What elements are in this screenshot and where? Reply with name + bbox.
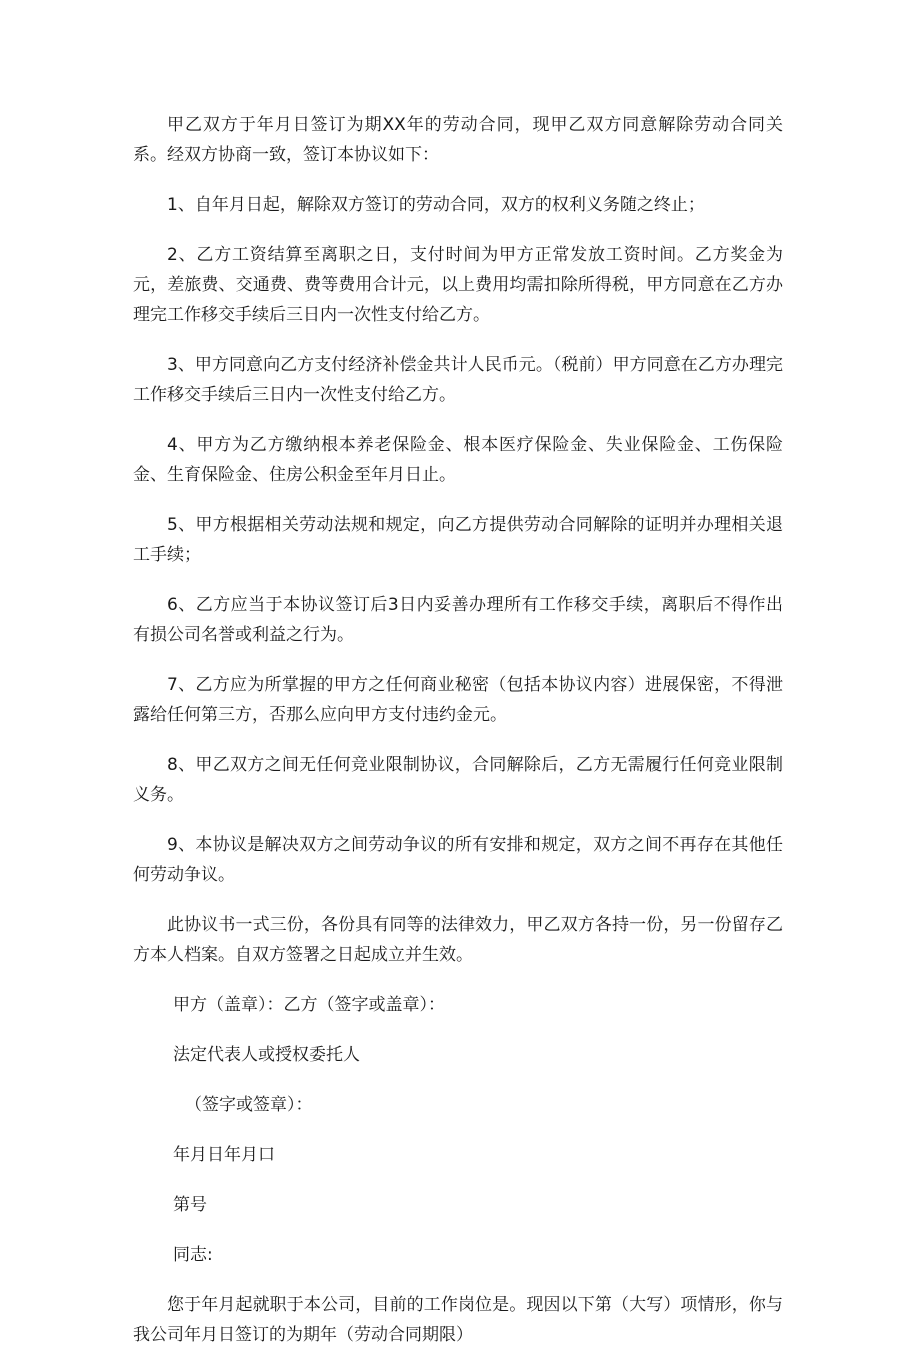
clause-3: 3、甲方同意向乙方支付经济补偿金共计人民币元。（税前）甲方同意在乙方办理完工作移交手续后三日内一次性支付给乙方。 bbox=[133, 355, 783, 405]
signature-note: （签字或签章）： bbox=[185, 1095, 313, 1115]
document-body bbox=[133, 110, 783, 1358]
notice-number: 第号 bbox=[173, 1195, 207, 1215]
clause-9: 9、本协议是解决双方之间劳动争议的所有安排和规定，双方之间不再存在其他任何劳动争议。 bbox=[133, 835, 783, 885]
clause-8: 8、甲乙双方之间无任何竞业限制协议，合同解除后，乙方无需履行任何竞业限制义务。 bbox=[133, 755, 783, 805]
closing-paragraph: 此协议书一式三份，各份具有同等的法律效力，甲乙双方各持一份，另一份留存乙方本人档案。自双方签署之日起成立并生效。 bbox=[133, 915, 783, 965]
clause-7: 7、乙方应为所掌握的甲方之任何商业秘密（包括本协议内容）进展保密，不得泄露给任何第三方，否那么应向甲方支付违约金元。 bbox=[133, 675, 783, 725]
clause-1: 1、自年月日起，解除双方签订的劳动合同，双方的权利义务随之终止； bbox=[167, 195, 705, 215]
signature-dates: 年月日年月口 bbox=[173, 1145, 275, 1165]
intro-paragraph: 甲乙双方于年月日签订为期XX年的劳动合同，现甲乙双方同意解除劳动合同关系。经双方协商一致，签订本协议如下： bbox=[133, 115, 783, 165]
signature-representative: 法定代表人或授权委托人 bbox=[173, 1045, 360, 1065]
signature-parties: 甲方（盖章）：乙方（签字或盖章）： bbox=[173, 995, 445, 1015]
notice-body: 您于年月起就职于本公司，目前的工作岗位是。现因以下第（大写）项情形，你与我公司年月日签订的为期年（劳动合同期限） bbox=[133, 1295, 783, 1345]
clause-5: 5、甲方根据相关劳动法规和规定，向乙方提供劳动合同解除的证明并办理相关退工手续； bbox=[133, 515, 783, 565]
clause-4: 4、甲方为乙方缴纳根本养老保险金、根本医疗保险金、失业保险金、工伤保险金、生育保险金、住房公积金至年月日止。 bbox=[133, 435, 783, 485]
clause-6: 6、乙方应当于本协议签订后3日内妥善办理所有工作移交手续，离职后不得作出有损公司名誉或利益之行为。 bbox=[133, 595, 783, 645]
clause-2: 2、乙方工资结算至离职之日，支付时间为甲方正常发放工资时间。乙方奖金为元，差旅费、交通费、费等费用合计元，以上费用均需扣除所得税，甲方同意在乙方办理完工作移交手续后三日内一次性支付给乙方。 bbox=[133, 245, 783, 325]
notice-greeting: 同志: bbox=[173, 1245, 213, 1265]
